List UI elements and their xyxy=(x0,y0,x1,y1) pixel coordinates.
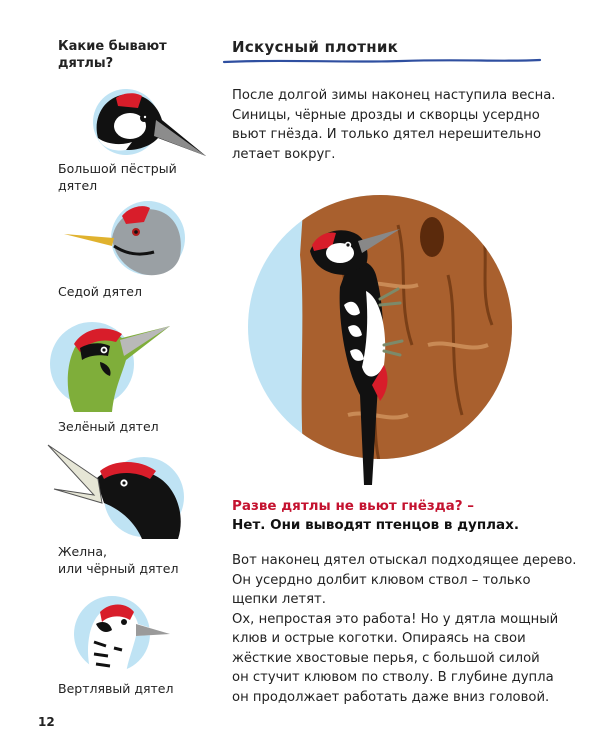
body-paragraph xyxy=(232,551,577,707)
text-line: он стучит клювом по стволу. В глубине дупла xyxy=(232,670,554,685)
text-line: Вот наконец дятел отыскал подходящее дерево. xyxy=(232,553,577,568)
title-underline xyxy=(222,56,542,66)
caption-line: Желна, xyxy=(58,544,107,559)
caption-line: Зелёный дятел xyxy=(58,419,159,434)
woodpecker-on-tree-illustration xyxy=(248,195,518,494)
answer-heading: Нет. Они выводят птенцов в дуплах. xyxy=(232,517,520,533)
text-line: Синицы, чёрные дрозды и скворцы усердно xyxy=(232,107,540,123)
black-woodpecker-icon xyxy=(44,443,184,543)
text-line: Он усердно долбит клювом ствол – только xyxy=(232,572,531,588)
sidebar-title: Какие бывают дятлы? xyxy=(58,39,167,71)
great-spotted-woodpecker-icon xyxy=(84,86,209,158)
text-line: Ох, непростая это работа! Но у дятла мощный xyxy=(232,611,559,627)
caption-line: Большой пёстрый xyxy=(58,161,177,176)
caption-line: Вертлявый дятел xyxy=(58,681,174,696)
page-number: 12 xyxy=(38,715,55,729)
grey-headed-woodpecker-icon xyxy=(64,198,189,280)
caption-line: Седой дятел xyxy=(58,284,142,299)
text-line: летает вокруг. xyxy=(232,146,336,162)
bird-caption xyxy=(58,543,178,577)
bird-caption xyxy=(58,418,159,435)
text-line: он продолжает работать даже вниз головой. xyxy=(232,689,550,705)
caption-line: дятел xyxy=(58,178,98,193)
page-title: Искусный плотник xyxy=(232,38,399,56)
question-heading: Разве дятлы не вьют гнёзда? – xyxy=(232,498,475,514)
text-line: жёсткие хвостовые перья, с большой силой xyxy=(232,650,540,666)
bird-caption xyxy=(58,283,142,300)
text-line: клюв и острые коготки. Опираясь на свои xyxy=(232,631,526,646)
bird-caption xyxy=(58,160,177,194)
caption-line: или чёрный дятел xyxy=(58,561,179,576)
bird-caption xyxy=(58,680,173,697)
text-line: щепки летят. xyxy=(232,592,326,607)
green-woodpecker-icon xyxy=(50,320,175,415)
wryneck-icon xyxy=(66,594,176,676)
text-line: После долгой зимы наконец наступила весна. xyxy=(232,88,556,103)
text-line: вьют гнёзда. И только дятел нерешительно xyxy=(232,127,542,142)
intro-paragraph xyxy=(232,86,556,164)
